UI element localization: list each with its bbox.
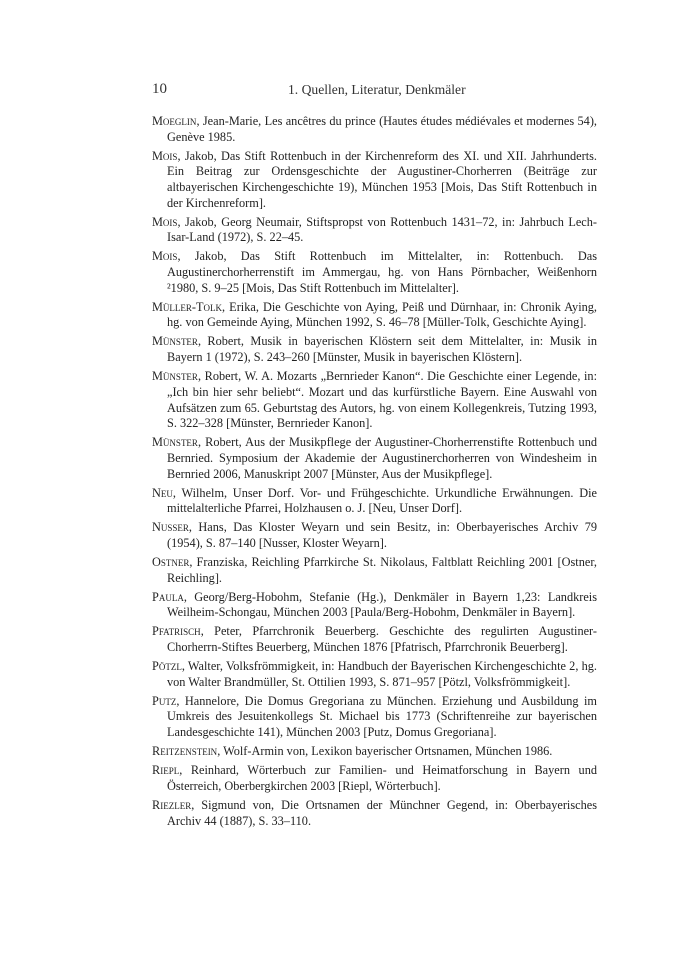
bibliography-entry bbox=[152, 215, 597, 246]
entry-text: , Robert, W. A. Mozarts „Bernrieder Kanon“. Die Geschichte einer Legende, in: „Ich bin hier sehr beliebt“. Mozart und das kurfürstliche Bayern. Eine Auswahl von Aufsätzen zum 65. Geburtstag des Autors, hg. von einem Kollegenkreis, Tutzing 1993, S. 322–328 [Münster, Bernrieder Kanon]. bbox=[167, 369, 597, 431]
bibliography-entry bbox=[152, 744, 597, 760]
entry-author: Mois bbox=[152, 249, 178, 264]
entry-text: , Hans, Das Kloster Weyarn und sein Besitz, in: Oberbayerisches Archiv 79 (1954), S. 87–140 [Nusser, Kloster Weyarn]. bbox=[167, 520, 597, 550]
bibliography-entry bbox=[152, 369, 597, 432]
entry-author: Münster bbox=[152, 334, 198, 349]
entry-text: , Georg/Berg-Hobohm, Stefanie (Hg.), Denkmäler in Bayern 1,23: Landkreis Weilheim-Schongau, München 2003 [Paula/Berg-Hobohm, Denkmäler in Bayern]. bbox=[167, 589, 597, 620]
bibliography-entry bbox=[152, 798, 597, 829]
entry-text: , Sigmund von, Die Ortsnamen der Münchner Gegend, in: Oberbayerisches Archiv 44 (1887), S. 33–110. bbox=[167, 797, 597, 828]
entry-text: , Robert, Aus der Musikpflege der Augustiner-Chorherrenstifte Rottenbuch und Bernried. Symposium der Akademie der Augustinerchorherren von Windesheim in Bernried 2006, Manuskript 2007 [Münster, Aus der Musikpflege]. bbox=[167, 435, 597, 481]
entry-text: , Reinhard, Wörterbuch zur Familien- und Heimatforschung in Bayern und Österreich, Oberbergkirchen 2003 [Riepl, Wörterbuch]. bbox=[167, 763, 597, 793]
bibliography-entry bbox=[152, 520, 597, 551]
entry-text: , Franziska, Reichling Pfarrkirche St. Nikolaus, Faltblatt Reichling 2001 [Ostner, Reichling]. bbox=[167, 554, 597, 585]
bibliography-list bbox=[152, 114, 597, 833]
entry-author: Pfatrisch bbox=[152, 624, 201, 639]
bibliography-entry bbox=[152, 114, 597, 145]
bibliography-entry bbox=[152, 555, 597, 586]
entry-text: , Jakob, Georg Neumair, Stiftspropst von Rottenbuch 1431–72, in: Jahrbuch Lech-Isar-Land (1972), S. 22–45. bbox=[167, 214, 597, 245]
bibliography-entry bbox=[152, 149, 597, 212]
bibliography-entry bbox=[152, 763, 597, 794]
entry-author: Reitzenstein bbox=[152, 744, 218, 759]
entry-text: , Wilhelm, Unser Dorf. Vor- und Frühgeschichte. Urkundliche Erwähnungen. Die mittelalterliche Pfarrei, Holzhausen o. J. [Neu, Unser Dorf]. bbox=[167, 485, 597, 516]
entry-text: , Jean-Marie, Les ancêtres du prince (Hautes études médiévales et modernes 54), Genève 1985. bbox=[167, 114, 597, 144]
entry-text: , Hannelore, Die Domus Gregoriana zu München. Erziehung und Ausbildung im Umkreis des Jesuitenkollegs St. Michael bis 1773 (Schriftenreihe zur bayerischen Landesgeschichte 141), München 2003 [Putz, Domus Gregoriana]. bbox=[167, 693, 597, 740]
entry-author: Paula bbox=[152, 589, 184, 604]
entry-author: Münster bbox=[152, 435, 198, 450]
entry-text: , Wolf-Armin von, Lexikon bayerischer Ortsnamen, München 1986. bbox=[217, 744, 553, 759]
bibliography-entry bbox=[152, 624, 597, 655]
entry-author: Riepl bbox=[152, 763, 180, 778]
entry-author: Moeglin bbox=[152, 114, 197, 128]
entry-author: Pötzl bbox=[152, 659, 182, 674]
entry-text: , Walter, Volksfrömmigkeit, in: Handbuch der Bayerischen Kirchengeschichte 2, hg. von Walter Brandmüller, St. Ottilien 1993, S. 871–957 [Pötzl, Volksfrömmigkeit]. bbox=[167, 659, 597, 689]
bibliography-entry bbox=[152, 659, 597, 690]
entry-text: , Jakob, Das Stift Rottenbuch im Mittelalter, in: Rottenbuch. Das Augustinerchorherrenstift im Ammergau, hg. von Hans Pörnbacher, Weißenhorn ²1980, S. 9–25 [Mois, Das Stift Rottenbuch im Mittelalter]. bbox=[167, 249, 597, 295]
bibliography-entry bbox=[152, 249, 597, 296]
running-head: 1. Quellen, Literatur, Denkmäler bbox=[288, 82, 466, 97]
entry-author: Nusser bbox=[152, 520, 189, 535]
entry-author: Putz bbox=[152, 693, 177, 708]
bibliography-entry bbox=[152, 486, 597, 517]
bibliography-entry bbox=[152, 435, 597, 482]
page-number: 10 bbox=[152, 81, 167, 97]
entry-author: Riezler bbox=[152, 797, 192, 812]
entry-author: Münster bbox=[152, 369, 198, 384]
bibliography-entry bbox=[152, 300, 597, 331]
entry-author: Neu bbox=[152, 485, 173, 500]
entry-author: Mois bbox=[152, 148, 178, 163]
entry-text: , Jakob, Das Stift Rottenbuch in der Kirchenreform des XI. und XII. Jahrhunderts. Ein Beitrag zur Ordensgeschichte der Augustiner-Chorherren (Beiträge zur altbayerischen Kirchengeschichte 19), München 1953 [Mois, Das Stift Rottenbuch in der Kirchenreform]. bbox=[167, 148, 597, 210]
entry-text: , Erika, Die Geschichte von Aying, Peiß und Dürnhaar, in: Chronik Aying, hg. von Gemeinde Aying, München 1992, S. 46–78 [Müller-Tolk, Geschichte Aying]. bbox=[167, 299, 597, 330]
entry-author: Müller-Tolk bbox=[152, 299, 223, 314]
bibliography-entry bbox=[152, 694, 597, 741]
entry-author: Ostner bbox=[152, 554, 190, 569]
bibliography-entry bbox=[152, 334, 597, 365]
entry-author: Mois bbox=[152, 214, 178, 229]
entry-text: , Robert, Musik in bayerischen Klöstern seit dem Mittelalter, in: Musik in Bayern 1 (1972), S. 243–260 [Münster, Musik in bayerischen Klöstern]. bbox=[167, 334, 597, 365]
bibliography-entry bbox=[152, 590, 597, 621]
entry-text: , Peter, Pfarrchronik Beuerberg. Geschichte des regulirten Augustiner-Chorherrn-Stiftes Beuerberg, München 1876 [Pfatrisch, Pfarrchronik Beuerberg]. bbox=[167, 624, 597, 655]
